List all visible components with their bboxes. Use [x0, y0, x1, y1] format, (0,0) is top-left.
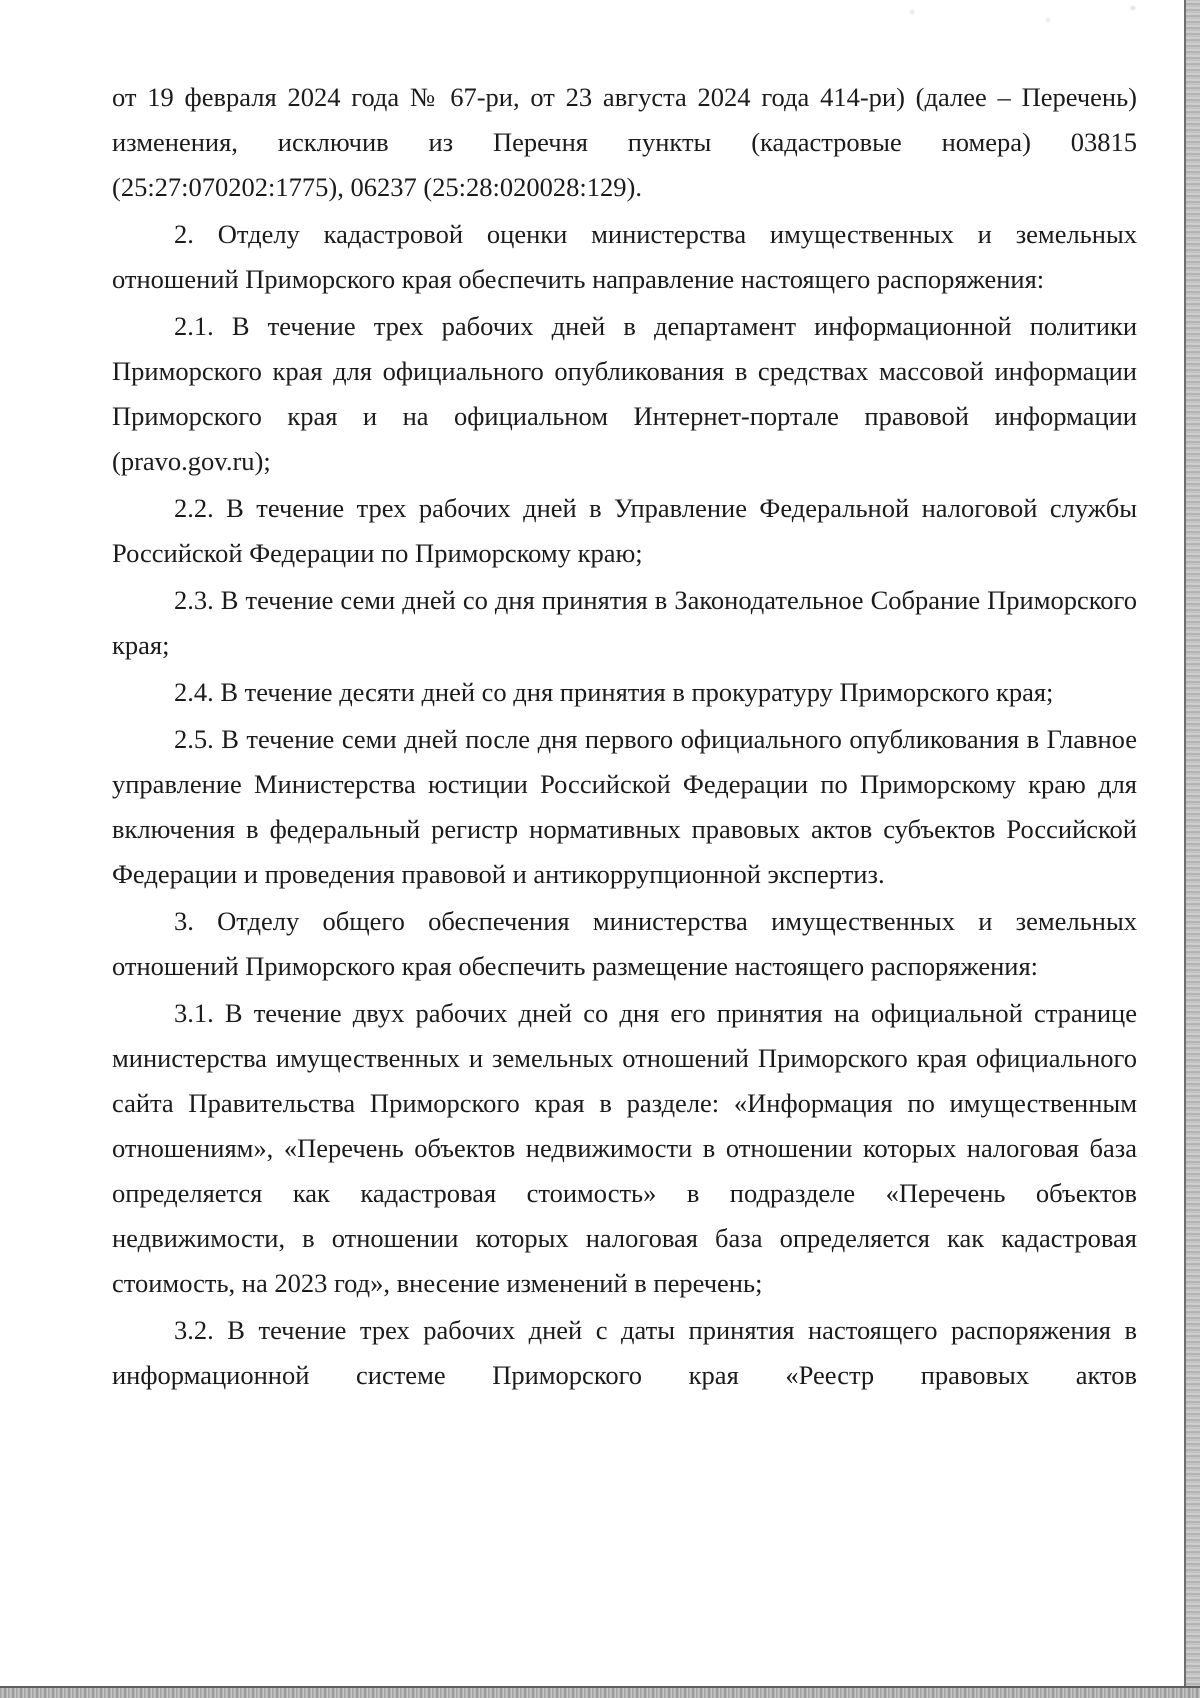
paragraph-item-3-2: 3.2. В течение трех рабочих дней с даты принятия настоящего распоряжения в информационной системе Приморского края «Реестр правовых актов	[112, 1315, 1137, 1390]
paragraph-item-3-1: 3.1. В течение двух рабочих дней со дня его принятия на официальной странице министерства имущественных и земельных отношений Приморского края официального сайта Правительства Приморского края в разделе: «Информация по имущественным отношениям», «Перечень объектов недвижимости в отношении которых налоговая база определяется как кадастровая стоимость» в подразделе «Перечень объектов недвижимости, в отношении которых налоговая база определяется как кадастровая стоимость, на 2023 год», внесение изменений в перечень;	[112, 998, 1137, 1298]
paragraph-item-3: 3. Отделу общего обеспечения министерства имущественных и земельных отношений Приморского края обеспечить размещение настоящего распоряжения:	[112, 906, 1137, 981]
scan-edge-bottom	[0, 1688, 1200, 1698]
paragraph-item-2-3: 2.3. В течение семи дней со дня принятия в Законодательное Собрание Приморского края;	[112, 585, 1137, 660]
paragraph-continuation: от 19 февраля 2024 года № 67-ри, от 23 августа 2024 года 414-ри) (далее – Перечень) изменения, исключив из Перечня пункты (кадастровые номера) 03815 (25:27:070202:1775), 06237 (25:28:020028:129).	[112, 82, 1137, 202]
scan-edge-right	[1186, 0, 1200, 1698]
paragraph-item-2-2: 2.2. В течение трех рабочих дней в Управление Федеральной налоговой службы Российской Федерации по Приморскому краю;	[112, 493, 1137, 568]
paragraph-item-2-5: 2.5. В течение семи дней после дня первого официального опубликования в Главное управление Министерства юстиции Российской Федерации по Приморскому краю для включения в федеральный регистр нормативных правовых актов субъектов Российской Федерации и проведения правовой и антикоррупционной экспертиз.	[112, 724, 1137, 889]
paragraph-item-2: 2. Отделу кадастровой оценки министерства имущественных и земельных отношений Приморского края обеспечить направление настоящего распоряжения:	[112, 219, 1137, 294]
paragraph-item-2-4: 2.4. В течение десяти дней со дня принятия в прокуратуру Приморского края;	[174, 677, 1054, 707]
document-body	[112, 75, 1137, 1398]
scan-artifact	[844, 0, 1184, 40]
paragraph-item-2-1: 2.1. В течение трех рабочих дней в департамент информационной политики Приморского края для официального опубликования в средствах массовой информации Приморского края и на официальном Интернет-портале правовой информации (pravo.gov.ru);	[112, 311, 1137, 476]
